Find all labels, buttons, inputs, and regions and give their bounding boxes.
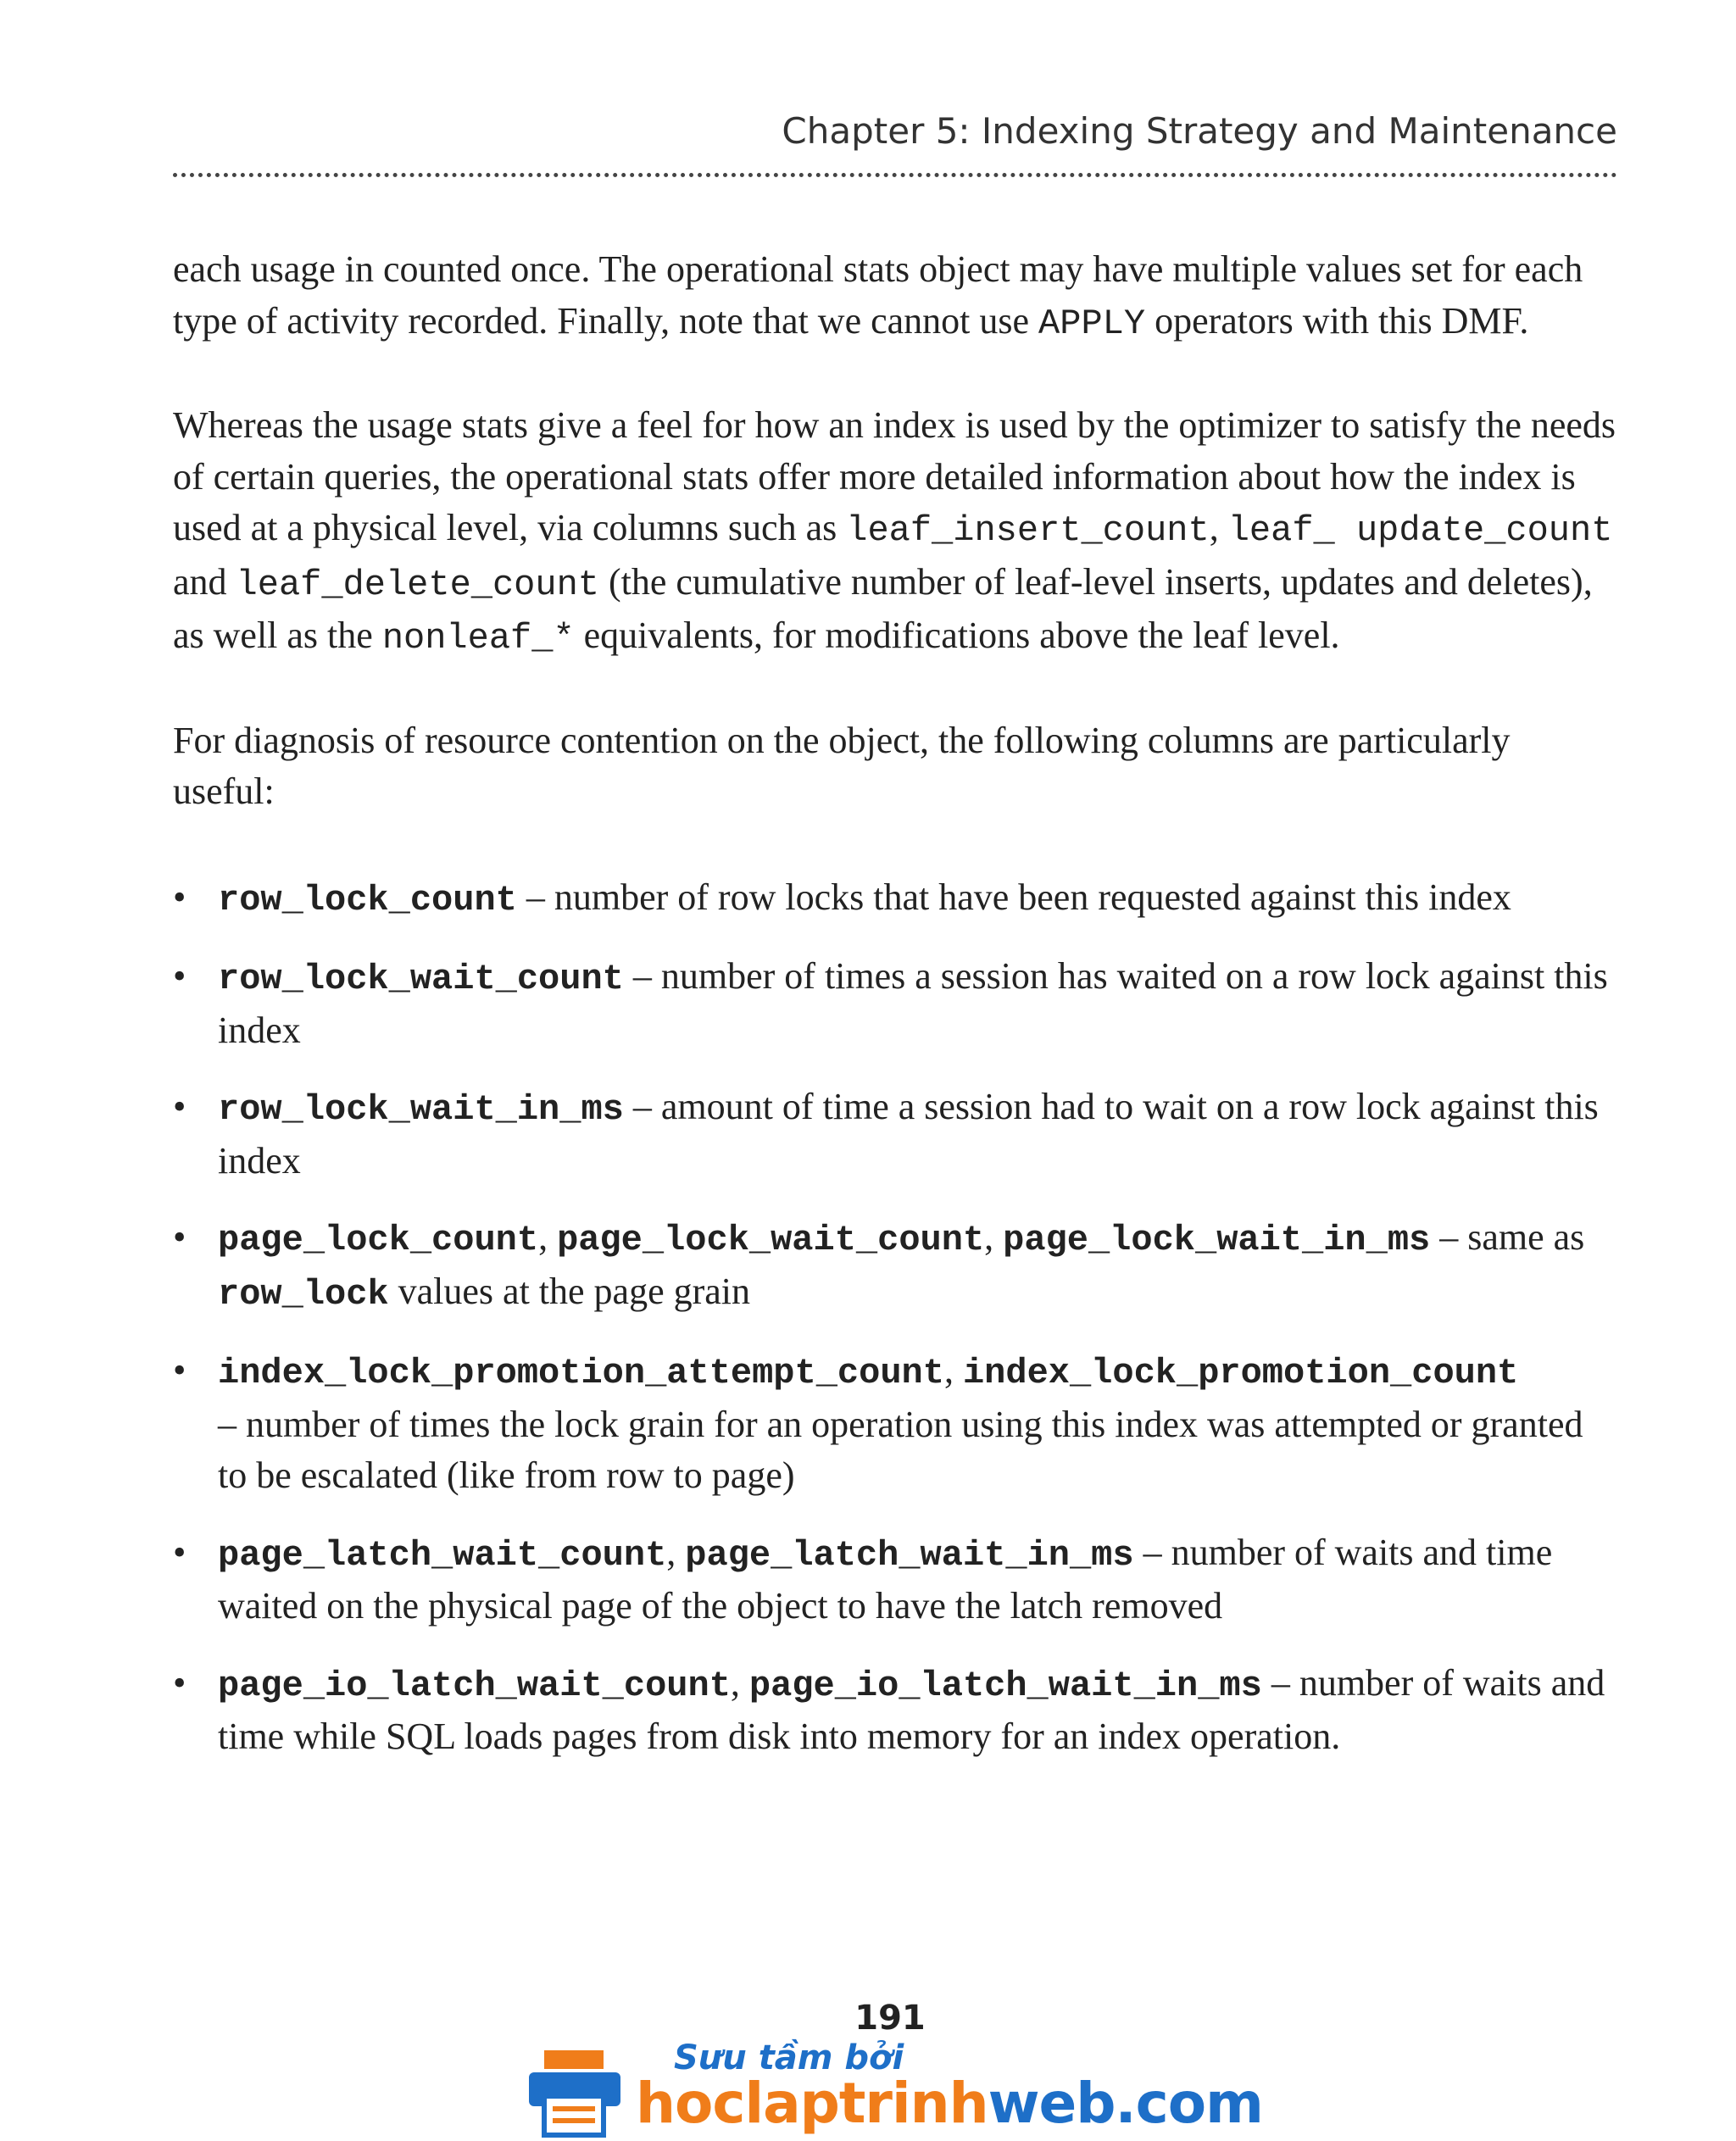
column-name: page_io_latch_wait_count — [218, 1665, 731, 1706]
description: – number of row locks that have been requested against this index — [516, 876, 1511, 918]
site-part-1: hoclaptrinh — [636, 2071, 988, 2136]
list-item — [173, 872, 1619, 926]
code-nonleaf: nonleaf_* — [381, 618, 575, 659]
text: equivalents, for modifications above the leaf level. — [574, 614, 1340, 656]
text: and — [173, 560, 236, 603]
description: – number of waits and time waited on the physical page of the object to have the latch removed — [218, 1531, 1553, 1627]
list-item — [173, 1212, 1619, 1320]
text: operators with this DMF. — [1145, 299, 1529, 342]
column-name: index_lock_promotion_count — [962, 1353, 1519, 1393]
paragraph-3: For diagnosis of resource contention on the object, the following columns are particularly useful: — [173, 719, 1511, 812]
description: – same as — [1430, 1216, 1585, 1258]
description: – amount of time a session had to wait on a row lock against this index — [218, 1086, 1599, 1182]
chapter-header: Chapter 5: Indexing Strategy and Maintenance — [782, 110, 1617, 152]
list-item — [173, 1658, 1619, 1763]
list-item — [173, 1082, 1619, 1187]
header-dotted-rule — [173, 173, 1617, 177]
columns-list — [173, 872, 1619, 1763]
separator: , — [943, 1349, 963, 1391]
separator: , — [730, 1661, 749, 1704]
description: – number of waits and time while SQL loads pages from disk into memory for an index operation. — [218, 1661, 1605, 1757]
page-number: 191 — [854, 1999, 926, 2038]
paragraph-2 — [173, 400, 1619, 665]
column-name: page_lock_wait_in_ms — [1003, 1220, 1431, 1260]
text: Whereas the usage stats give a feel for how an index is used by the optimizer to satisfy the needs of certain queries, the operational stats offer more detailed information about how the index is used at a physical level, via columns such as — [173, 404, 1616, 548]
code-leaf-delete-count: leaf_delete_count — [236, 564, 600, 605]
column-name: page_io_latch_wait_in_ms — [748, 1665, 1262, 1706]
text: each usage in counted once. The operational stats object may have multiple values set for each type of activity recorded. Finally, note that we cannot use — [173, 248, 1583, 342]
watermark-caption: Sưu tầm bởi — [674, 2038, 904, 2077]
description: – number of times a session has waited on a row lock against this index — [218, 955, 1608, 1051]
column-name: index_lock_promotion_attempt_count — [218, 1353, 944, 1393]
printer-logo-icon — [526, 2047, 627, 2138]
watermark — [526, 2038, 1263, 2141]
column-name: row_lock_count — [218, 879, 517, 920]
text: (the cumulative number of leaf-level inserts, updates and deletes), as well as the — [173, 560, 1593, 656]
list-item — [173, 1527, 1619, 1632]
watermark-site — [636, 2071, 1263, 2136]
list-item — [173, 1345, 1619, 1502]
code-leaf-insert-count: leaf_insert_count — [846, 510, 1210, 551]
separator: , — [666, 1531, 686, 1573]
page-body — [173, 244, 1619, 1788]
code-apply: APPLY — [1038, 303, 1146, 344]
column-name: row_lock — [218, 1273, 389, 1315]
column-name: page_latch_wait_in_ms — [685, 1534, 1134, 1576]
code-leaf-update-count: leaf_ update_count — [1227, 510, 1613, 551]
text: , — [1209, 507, 1228, 548]
separator: , — [984, 1216, 1004, 1258]
column-name: page_lock_count — [218, 1220, 539, 1260]
description: values at the page grain — [388, 1270, 751, 1312]
column-name: row_lock_wait_count — [218, 959, 624, 999]
site-part-2: web.com — [988, 2071, 1263, 2136]
column-name: row_lock_wait_in_ms — [218, 1089, 624, 1130]
column-name: page_lock_wait_count — [557, 1220, 985, 1260]
column-name: page_latch_wait_count — [218, 1534, 667, 1576]
paragraph-1 — [173, 244, 1619, 349]
description: – number of times the lock grain for an operation using this index was attempted or granted to be escalated (like from row to page) — [218, 1403, 1583, 1496]
list-item — [173, 951, 1619, 1056]
separator: , — [538, 1216, 558, 1258]
